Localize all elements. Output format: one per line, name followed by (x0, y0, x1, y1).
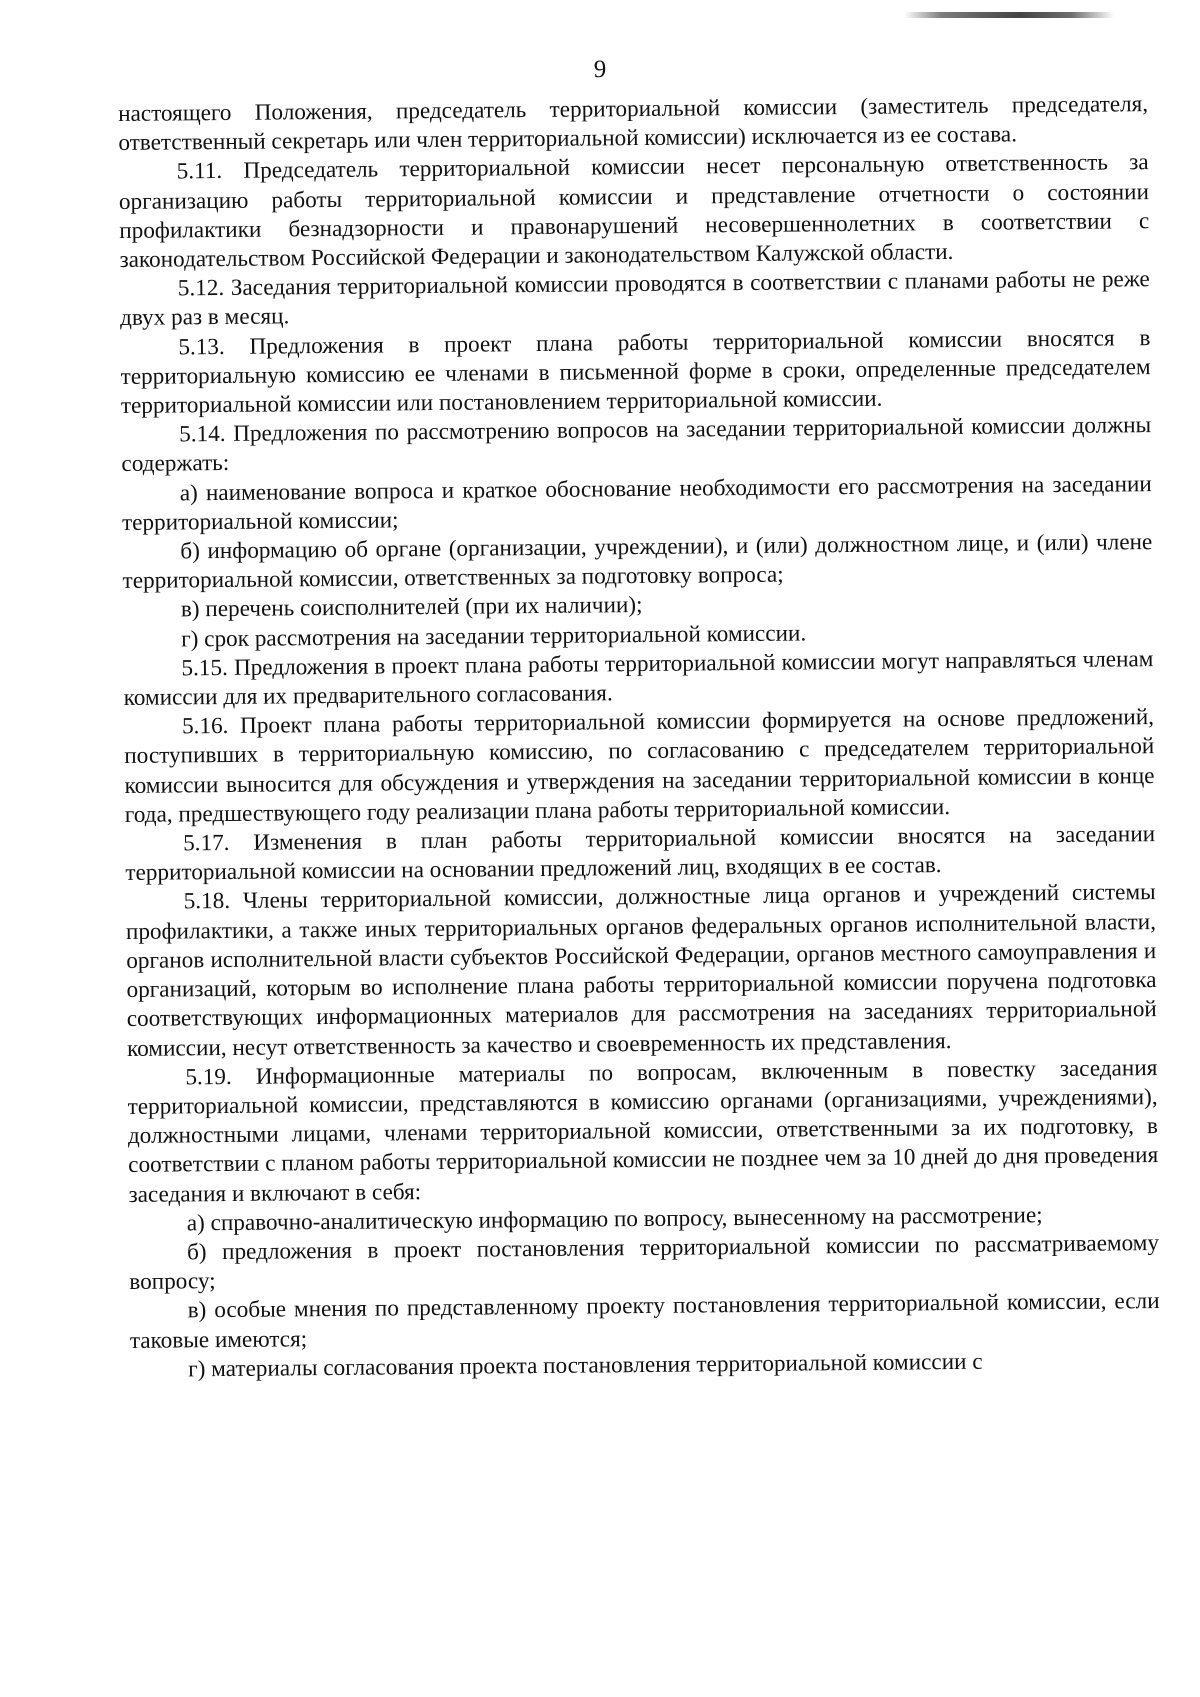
list-item-v-2: в) особые мнения по представленному проекту постановления территориальной комиссии, если таковые имеются; (129, 1288, 1160, 1354)
list-item-a: а) наименование вопроса и краткое обоснование необходимости его рассмотрения на заседании территориальной комиссии; (121, 470, 1152, 536)
paragraph-5-16: 5.16. Проект плана работы территориальной комиссии формируется на основе предложений, поступивших в территориальную комиссию, по согласованию с председателем территориальной комиссии выносится для обсуждения и утверждения на заседании территориальной комиссии в конце года, предшествующего году реализации плана работы территориальной комиссии. (124, 704, 1155, 828)
paragraph-continuation: настоящего Положения, председатель территориальной комиссии (заместитель председателя, ответственный секретарь или член территориальной комиссии) исключается из ее состава. (118, 91, 1149, 157)
paragraph-5-15: 5.15. Предложения в проект плана работы территориальной комиссии могут направляться членам комиссии для их предварительного согласования. (123, 645, 1154, 712)
list-item-b-2: б) предложения в проект постановления территориальной комиссии по рассматриваемому вопросу; (129, 1229, 1160, 1296)
paragraph-5-17: 5.17. Изменения в план работы территориальной комиссии вносятся на заседании территориальной комиссии на основании предложений лиц, входящих в ее состав. (125, 821, 1156, 887)
list-item-g-2: г) материалы согласования проекта постановления территориальной комиссии с (188, 1348, 983, 1383)
paragraph-5-13: 5.13. Предложения в проект плана работы территориальной комиссии вносятся в территориальную комиссию ее членами в письменной форме в сроки, определенные председателем территориальной комиссии или постановлением территориальной комиссии. (120, 324, 1151, 420)
paragraph-5-14: 5.14. Предложения по рассмотрению вопросов на заседании территориальной комиссии должны содержать: (121, 412, 1152, 478)
list-item-v: в) перечень соисполнителей (при их наличии); (180, 592, 643, 623)
list-item-g: г) срок рассмотрения на заседании территориальной комиссии. (181, 620, 807, 653)
paragraph-5-19: 5.19. Информационные материалы по вопросам, включенным в повестку заседания территориальной комиссии, представляются в комиссию органами (организациями, учреждениями), должностными лицами, членами территориальной комиссии, ответственными за их подготовку, в соответствии с планом работы территориальной комиссии не позднее чем за 10 дней до дня проведения заседания и включают в себя: (127, 1054, 1159, 1208)
paragraph-5-11: 5.11. Председатель территориальной комиссии несет персональную ответственность за организацию работы территориальной комиссии и представление отчетности о состоянии профилактики безнадзорности и правонарушений несовершеннолетних в соответствии с законодательством Российской Федерации и законодательством Калужской области. (118, 149, 1150, 274)
paragraph-5-12: 5.12. Заседания территориальной комиссии проводятся в соответствии с планами работы не реже двух раз в месяц. (119, 266, 1150, 332)
page-number: 9 (593, 56, 607, 83)
document-body (118, 90, 1160, 1385)
list-item-a-2: а) справочно-аналитическую информацию по вопросу, вынесенному на рассмотрение; (186, 1201, 1043, 1237)
scan-edge-mark (904, 12, 1114, 18)
paragraph-5-18: 5.18. Члены территориальной комиссии, должностные лица органов и учреждений системы профилактики, а также иных территориальных органов федеральных органов исполнительной власти, органов исполнительной власти субъектов Российской Федерации, органов местного самоуправления и организаций, которым во исполнение плана работы территориальной комиссии поручена подготовка соответствующих информационных материалов для рассмотрения на заседаниях территориальной комиссии, несут ответственность за качество и своевременность их представления. (125, 879, 1157, 1062)
list-item-b: б) информацию об органе (организации, учреждении), и (или) должностном лице, и (или) члене территориальной комиссии, ответственных за подготовку вопроса; (122, 529, 1153, 595)
